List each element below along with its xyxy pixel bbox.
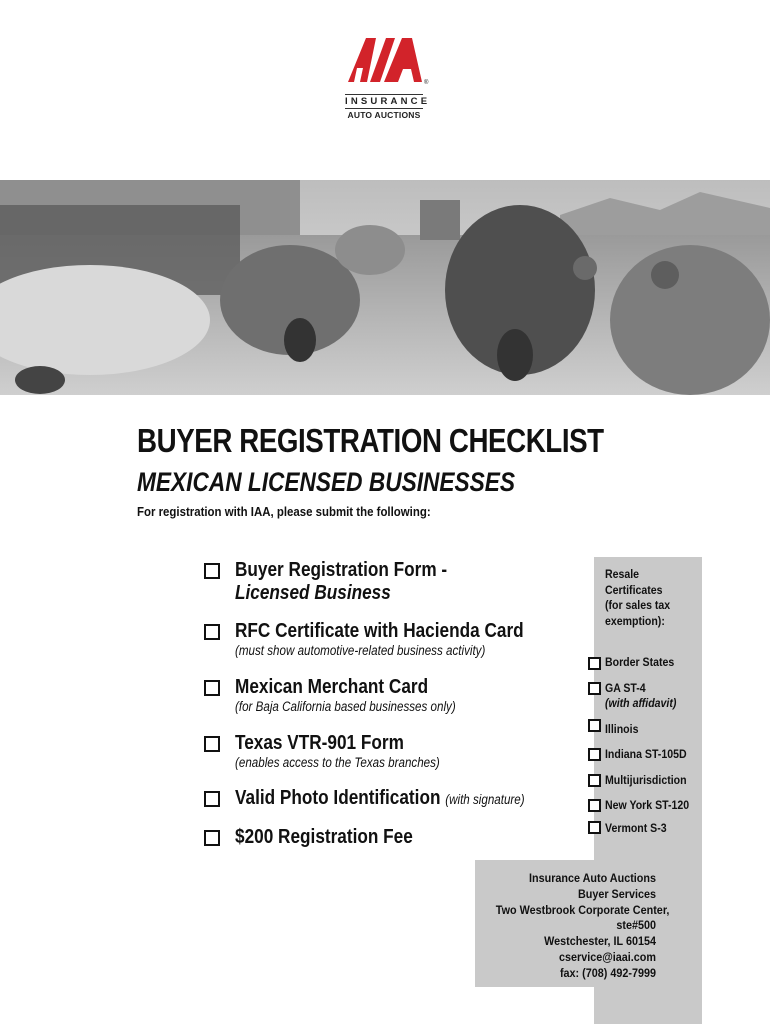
- item-label: Buyer Registration Form -: [235, 559, 448, 581]
- checklist-item-rfc-certificate: [235, 620, 524, 659]
- item-label-cont: Licensed Business: [235, 582, 391, 604]
- item-note: (must show automotive-related business activity): [235, 643, 486, 658]
- checkbox-rfc-certificate[interactable]: [204, 624, 220, 640]
- item-label: RFC Certificate with Hacienda Card: [235, 620, 524, 642]
- logo-line-auto-auctions: AUTO AUCTIONS: [347, 110, 421, 120]
- item-label: Texas VTR-901 Form: [235, 732, 404, 754]
- page-subtitle: MEXICAN LICENSED BUSINESSES: [137, 467, 516, 497]
- checkbox-merchant-card[interactable]: [204, 680, 220, 696]
- state-ga-st4: [605, 681, 676, 711]
- checkbox-new-york[interactable]: [588, 799, 601, 812]
- state-new-york: New York ST-120: [605, 798, 690, 812]
- state-label: GA ST-4: [605, 681, 646, 695]
- checkbox-illinois[interactable]: [588, 719, 601, 732]
- address-line: Westchester, IL 60154: [544, 934, 656, 949]
- checklist-item-photo-id: [235, 787, 525, 811]
- logo-line-insurance: INSURANCE: [345, 96, 431, 107]
- state-illinois: Illinois: [605, 722, 639, 736]
- checkbox-photo-id[interactable]: [204, 791, 220, 807]
- checklist-item-texas-vtr: [235, 732, 440, 771]
- checkbox-ga-st4[interactable]: [588, 682, 601, 695]
- state-sub: (with affidavit): [605, 696, 677, 710]
- checkbox-registration-form[interactable]: [204, 563, 220, 579]
- address-email[interactable]: cservice@iaai.com: [558, 949, 656, 964]
- item-label: $200 Registration Fee: [235, 826, 413, 848]
- item-note: (enables access to the Texas branches): [235, 755, 440, 770]
- page-title: BUYER REGISTRATION CHECKLIST: [137, 422, 604, 459]
- checkbox-vermont[interactable]: [588, 821, 601, 834]
- resale-heading-line: (for sales tax: [605, 598, 671, 612]
- checkbox-multijurisdiction[interactable]: [588, 774, 601, 787]
- resale-heading-line: exemption):: [605, 613, 665, 628]
- state-border-states: Border States: [605, 655, 675, 669]
- intro-text: For registration with IAA, please submit the following:: [137, 504, 431, 519]
- resale-heading-line: Resale: [605, 567, 640, 581]
- address-line: ste#500: [616, 918, 656, 933]
- state-multijurisdiction: Multijurisdiction: [605, 773, 687, 787]
- address-line: Buyer Services: [577, 886, 656, 901]
- address-fax: fax: (708) 492-7999: [559, 965, 656, 980]
- contact-address: [478, 871, 670, 982]
- registered-mark: ®: [424, 80, 429, 86]
- checklist-item-merchant-card: [235, 676, 456, 715]
- state-indiana: Indiana ST-105D: [605, 747, 687, 761]
- item-label: Mexican Merchant Card: [235, 676, 429, 698]
- address-line: Insurance Auto Auctions: [528, 871, 656, 885]
- checkbox-indiana[interactable]: [588, 748, 601, 761]
- checklist-item-registration-form: [235, 559, 447, 605]
- checkbox-border-states[interactable]: [588, 657, 601, 670]
- checkbox-texas-vtr[interactable]: [204, 736, 220, 752]
- checklist-item-registration-fee: [235, 826, 413, 849]
- car-auction-photo: [0, 180, 770, 395]
- state-vermont: Vermont S-3: [605, 821, 667, 835]
- item-note: (for Baja California based businesses only): [235, 699, 456, 714]
- checkbox-registration-fee[interactable]: [204, 830, 220, 846]
- resale-heading: [605, 567, 670, 629]
- item-label: Valid Photo Identification: [235, 787, 441, 809]
- resale-heading-line: Certificates: [605, 582, 663, 597]
- item-inline-note: (with signature): [445, 792, 525, 807]
- address-line: Two Westbrook Corporate Center,: [495, 902, 670, 917]
